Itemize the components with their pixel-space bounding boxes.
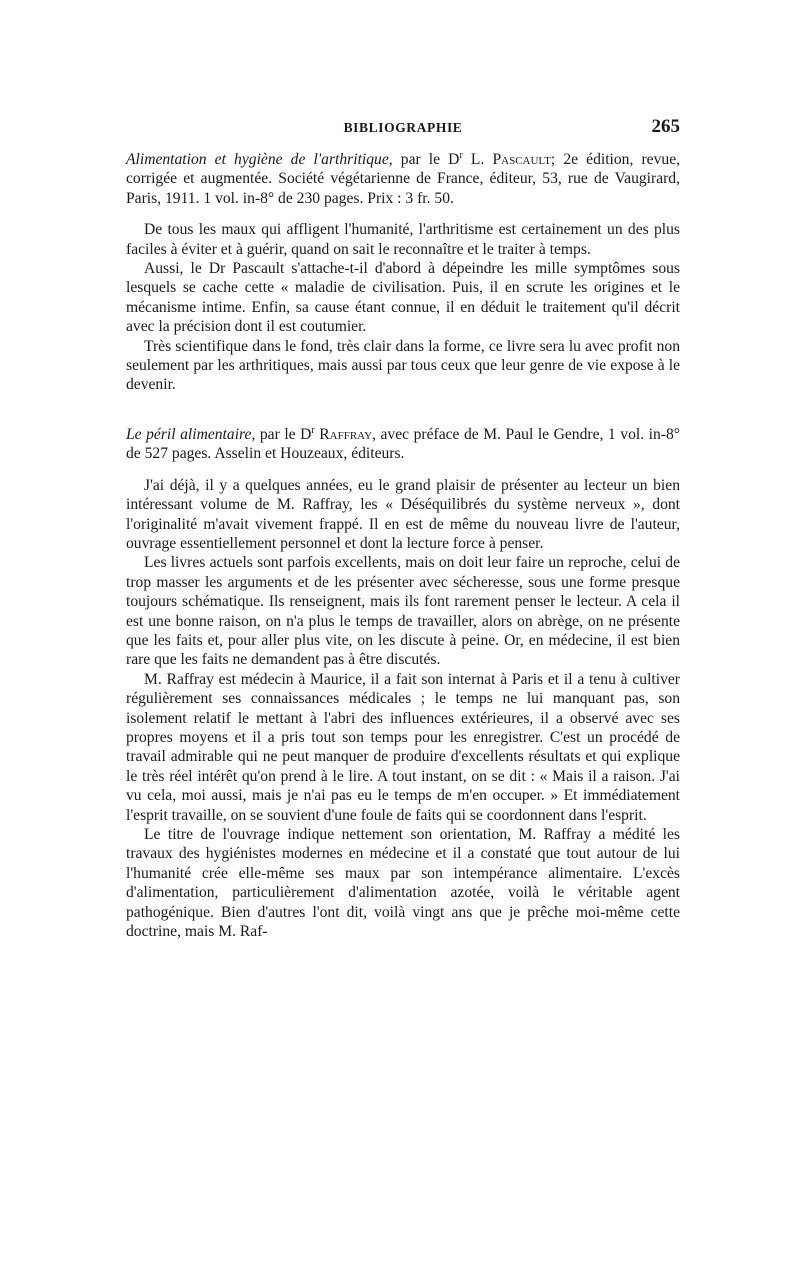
review-paragraph: M. Raffray est médecin à Maurice, il a fait son internat à Paris et il a tenu à cultiver régulièrement ses connaissances médicales ; le temps ne lui manquant pas, son isolement relatif le mettant à l'abri des influences extérieures, il a observé avec ses propres moyens et il a pris tout son temps pour les enregistrer. C'est un procédé de travail admirable qui ne peut manquer de produire d'excellents résultats et qui explique le très réel intérêt qu'on prend à le lire. A tout instant, on se dit : « Mais il a raison. J'ai vu cela, moi aussi, mais je n'ai pas eu le temps de m'en occuper. » Et immédiatement l'esprit travaille, on se souvient d'une foule de faits qui se coordonnent dans l'esprit. [126, 670, 680, 824]
running-head [126, 116, 680, 140]
publication-details: , avec préface de M. Paul le Gendre, 1 vol. in-8° de 527 pages. Asselin et Houzeaux, éditeurs. [126, 425, 680, 463]
author-title-sup: r [459, 149, 463, 161]
review-entry-pascault [126, 150, 680, 395]
review-paragraph: Aussi, le Dr Pascault s'attache-t-il d'abord à dépeindre les mille symptômes sous lesquels se cache cette « maladie de civilisation. Puis, il en scrute les origines et le mécanisme intime. Enfin, sa cause étant connue, il en déduit le traitement qu'il décrit avec la précision dont il est coutumier. [126, 260, 680, 336]
author-prefix: , par le D [388, 151, 460, 168]
review-paragraph: Les livres actuels sont parfois excellents, mais on doit leur faire un reproche, celui de trop masser les arguments et de les présenter avec sécheresse, sous une forme presque toujours schématique. Ils renseignent, mais ils font rarement penser le lecteur. A cela il est une bonne raison, on n'a plus le temps de travailler, alors on abrège, on ne présente que les faits et, pour aller plus vite, on les discute à peine. Or, en médecine, il est bien rare que les faits ne demandent pas à être discutés. [126, 554, 680, 669]
review-paragraph: Très scientifique dans le fond, très clair dans la forme, ce livre sera lu avec profit non seulement par les arthritiques, mais aussi par tous ceux que leur genre de vie expose à le devenir. [126, 337, 680, 394]
running-title: BIBLIOGRAPHIE [343, 120, 463, 135]
review-paragraph: Le titre de l'ouvrage indique nettement son orientation, M. Raffray a médité les travaux des hygiénistes modernes en médecine et il a constaté que tout autour de lui l'humanité crée elle-même ses maux par son intempérance alimentaire. L'excès d'alimentation, particulièrement d'alimentation azotée, voilà le véritable agent pathogénique. Bien d'autres l'ont dit, voilà vingt ans que je prêche moi-même cette doctrine, mais M. Raf- [126, 826, 680, 941]
author-name: L. Pascault [462, 151, 551, 168]
author-title-sup: r [311, 424, 315, 436]
review-entry-raffray [126, 425, 680, 942]
book-title: Le péril alimentaire [126, 425, 252, 443]
author-name: Raffray [314, 425, 373, 443]
author-prefix: , par le D [251, 425, 312, 443]
publication-details: ; 2e édition, revue, corrigée et augmentée. Société végétarienne de France, éditeur, 53, rue de Vaugirard, Paris, 1911. 1 vol. in-8° de 230 pages. Prix : 3 fr. 50. [126, 151, 681, 207]
citation [126, 150, 680, 208]
review-paragraph: J'ai déjà, il y a quelques années, eu le grand plaisir de présenter au lecteur un bien intéressant volume de M. Raffray, les « Déséquilibrés du système nerveux », dont l'originalité m'avait vivement frappé. Il en est de même du nouveau livre de l'auteur, ouvrage essentiellement personnel et dont la lecture force à penser. [126, 476, 680, 552]
book-title: Alimentation et hygiène de l'arthritique [126, 151, 389, 168]
page-number: 265 [651, 116, 680, 137]
citation [126, 425, 680, 464]
review-paragraph: De tous les maux qui affligent l'humanité, l'arthritisme est certainement un des plus faciles à éviter et à guérir, quand on sait le reconnaître et le traiter à temps. [126, 221, 680, 258]
page-body [126, 150, 680, 941]
